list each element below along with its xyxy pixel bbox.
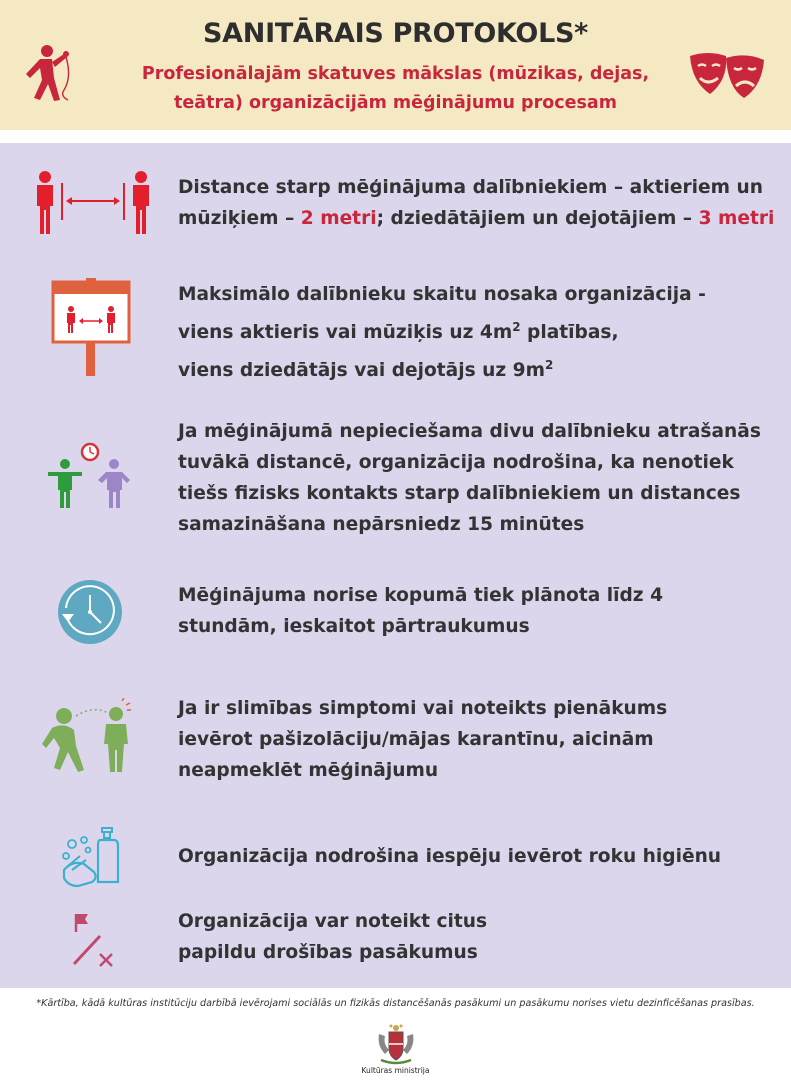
text-fragment: platības,: [520, 322, 619, 344]
coat-of-arms-icon: [373, 1020, 419, 1066]
rule-additional-measures: [178, 906, 487, 968]
rule-line: Mēģinājuma norise kopumā tiek plānota līdz 4: [178, 585, 664, 606]
rule-duration: [178, 580, 663, 642]
page-title: SANITĀRAIS PROTOKOLS*: [203, 18, 588, 49]
rule-line: neapmeklēt mēģinājumu: [178, 760, 439, 781]
text-fragment: viens aktieris vai mūziķis uz 4m: [178, 322, 513, 344]
rule-distance: [178, 172, 774, 234]
superscript: 2: [544, 358, 554, 373]
rule-line: Distance starp mēģinājuma dalībniekiem – aktieriem un: [178, 177, 763, 198]
highlight-distance-2m: 2 metri: [300, 208, 377, 229]
rule-close-contact: [178, 416, 761, 540]
flag-cross-icon: [70, 912, 116, 968]
close-contact-timer-icon: [44, 442, 136, 512]
rule-max-participants: [178, 278, 706, 387]
rule-line: tuvākā distancē, organizācija nodrošina, ka nenotiek: [178, 452, 734, 473]
superscript: 2: [512, 320, 521, 334]
text-fragment: viens dziedātājs vai dejotājs uz 9m: [178, 360, 545, 382]
rule-line: papildu drošības pasākumus: [178, 942, 478, 963]
rule-line: Organizācija nodrošina iespēju ievērot roku higiēnu: [178, 846, 722, 867]
footnote: *Kārtība, kādā kultūras institūciju darbībā ievērojami sociālās un fizikās distancēšanās pasākumi un pasākumu norises vietu dezinficēšanas prasības.: [36, 998, 755, 1009]
rule-line: [178, 311, 706, 349]
clock-icon: [54, 580, 124, 646]
rule-line: samazināšana nepārsniedz 15 minūtes: [178, 514, 585, 535]
distance-people-icon: [30, 170, 156, 236]
rule-line: ievērot pašizolāciju/mājas karantīnu, aicinām: [178, 729, 654, 750]
header-banner: [0, 0, 791, 130]
rule-line: [178, 349, 706, 387]
signboard-icon: [50, 278, 132, 376]
rule-line: Ja mēģinājumā nepieciešama divu dalībnieku atrašanās: [178, 421, 761, 442]
ministry-name: Kultūras ministrija: [361, 1066, 430, 1075]
text-fragment: mūziķiem –: [178, 208, 301, 229]
singer-icon: [20, 42, 80, 104]
subtitle-line: Profesionālajām skatuves mākslas (mūzikas, dejas,: [141, 64, 650, 84]
rule-line: stundām, ieskaitot pārtraukumus: [178, 616, 530, 637]
rule-hand-hygiene: [178, 841, 721, 872]
highlight-distance-3m: 3 metri: [698, 208, 775, 229]
page-subtitle: [130, 60, 661, 118]
subtitle-line: teātra) organizācijām mēģinājumu procesam: [174, 93, 617, 113]
rule-line: Ja ir slimības simptomi vai noteikts pienākums: [178, 698, 668, 719]
theatre-masks-icon: [688, 50, 766, 102]
text-fragment: ; dziedātājiem un dejotājiem –: [376, 208, 699, 229]
rule-line: Organizācija var noteikt citus: [178, 911, 488, 932]
sick-people-icon: [42, 698, 138, 774]
hand-washing-icon: [58, 826, 124, 890]
rule-line: [178, 203, 774, 234]
rule-line: tiešs fizisks kontakts starp dalībniekiem un distances: [178, 483, 741, 504]
rule-line: Maksimālo dalībnieku skaitu nosaka organizācija -: [178, 284, 706, 305]
rule-symptoms: [178, 693, 667, 786]
